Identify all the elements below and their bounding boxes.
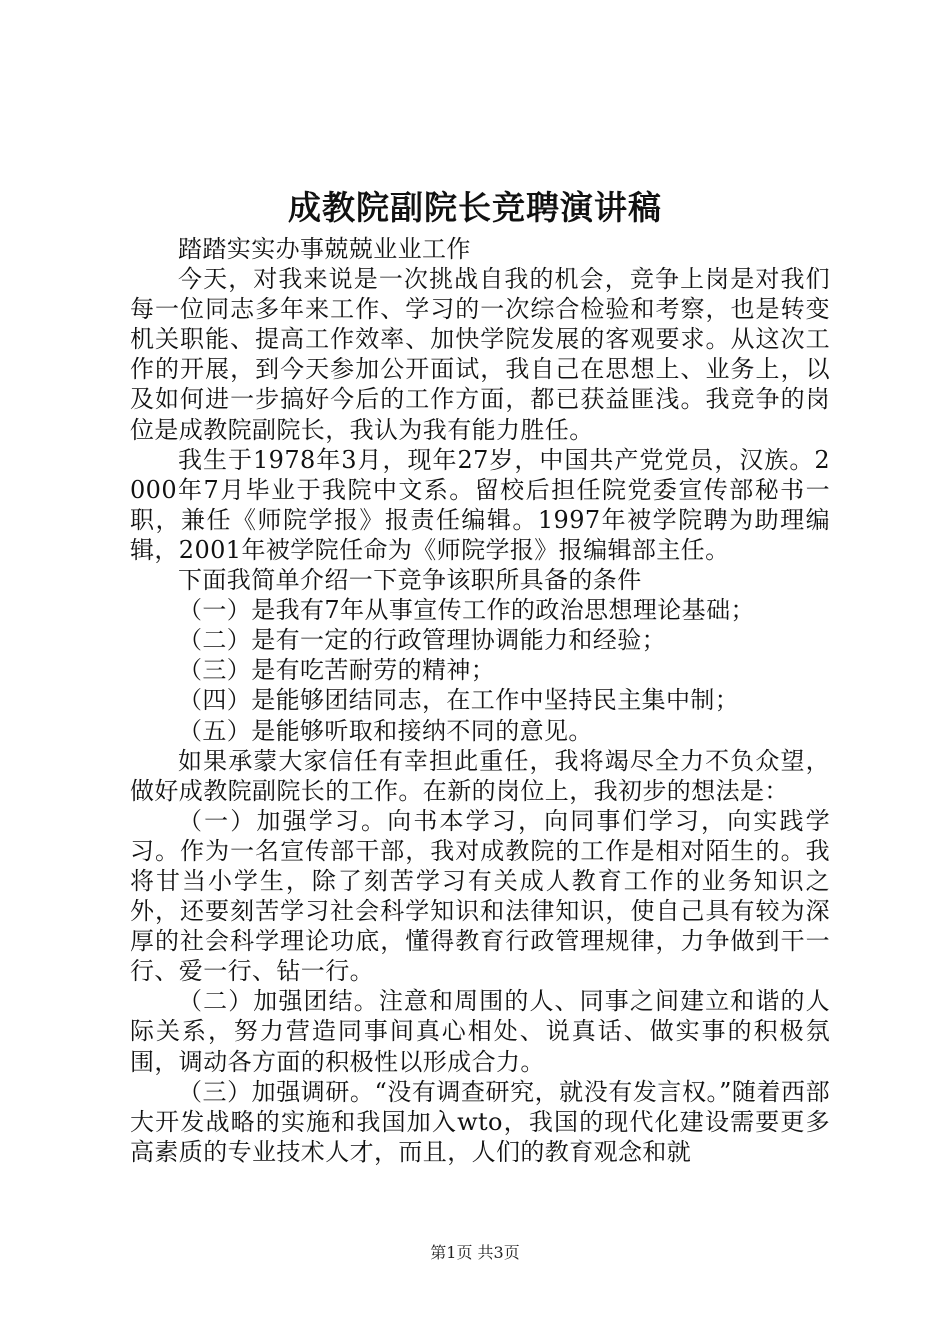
plan-research-paragraph: （三）加强调研。“没有调查研究，就没有发言权。”随着西部大开发战略的实施和我国加入wto，我国的现代化建设需要更多高素质的专业技术人才，而且，人们的教育观念和就 [130,1077,830,1166]
conditions-intro-paragraph: 下面我简单介绍一下竞争该职所具备的条件 [178,566,642,595]
document-body [130,234,830,1167]
plan-unity-paragraph: （二）加强团结。注意和周围的人、同事之间建立和谐的人际关系，努力营造同事间真心相处、说真话、做实事的积极氛围，调动各方面的积极性以形成合力。 [130,987,830,1076]
condition-item-1: （一）是我有7年从事宣传工作的政治思想理论基础； [178,596,755,625]
page-footer: 第1页 共3页 [430,1243,520,1262]
background-paragraph: 我生于1978年3月，现年27岁，中国共产党党员，汉族。2000年7月毕业于我院中文系。留校后担任院党委宣传部秘书一职，兼任《师院学报》报责任编辑。1997年被学院聘为助理编辑，2001年被学院任命为《师院学报》报编辑部主任。 [130,445,830,564]
condition-item-2: （二）是有一定的行政管理协调能力和经验； [178,626,666,655]
condition-item-4: （四）是能够团结同志，在工作中坚持民主集中制； [178,686,740,715]
plans-intro-paragraph: 如果承蒙大家信任有幸担此重任，我将竭尽全力不负众望，做好成教院副院长的工作。在新的岗位上，我初步的想法是： [130,746,830,805]
intro-paragraph: 今天，对我来说是一次挑战自我的机会，竞争上岗是对我们每一位同志多年来工作、学习的一次综合检验和考察，也是转变机关职能、提高工作效率、加快学院发展的客观要求。从这次工作的开展，到今天参加公开面试，我自己在思想上、业务上，以及如何进一步搞好今后的工作方面，都已获益匪浅。我竞争的岗位是成教院副院长，我认为我有能力胜任。 [130,265,830,444]
document-title: 成教院副院长竞聘演讲稿 [288,188,662,227]
plan-study-paragraph: （一）加强学习。向书本学习，向同事们学习，向实践学习。作为一名宣传部干部，我对成教院的工作是相对陌生的。我将甘当小学生，除了刻苦学习有关成人教育工作的业务知识之外，还要刻苦学习社会科学知识和法律知识，使自己具有较为深厚的社会科学理论功底，懂得教育行政管理规律，力争做到干一行、爱一行、钻一行。 [130,806,830,986]
condition-item-5: （五）是能够听取和接纳不同的意见。 [178,716,593,745]
condition-item-3: （三）是有吃苦耐劳的精神； [178,656,496,685]
subtitle-paragraph: 踏踏实实办事兢兢业业工作 [178,235,471,263]
